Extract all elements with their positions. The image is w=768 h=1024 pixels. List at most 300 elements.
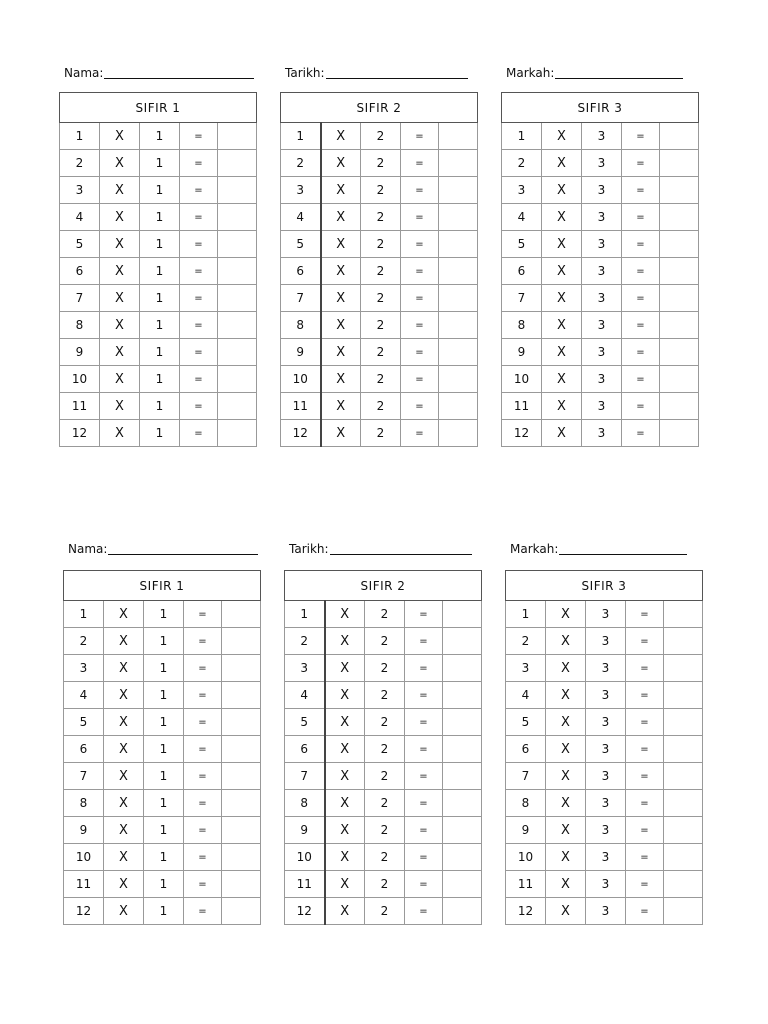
table-row: [60, 393, 257, 420]
answer-cell[interactable]: [439, 150, 478, 177]
equals-sign: =: [180, 204, 218, 231]
factor-cell: 3: [586, 709, 626, 736]
equals-sign: =: [622, 312, 660, 339]
multiplier-cell: 4: [506, 682, 546, 709]
answer-cell[interactable]: [660, 285, 699, 312]
table-row: [285, 844, 482, 871]
answer-cell[interactable]: [439, 123, 478, 150]
equals-sign: =: [180, 231, 218, 258]
multiplier-cell: 2: [285, 628, 325, 655]
markah-label: Markah:: [510, 542, 559, 556]
factor-cell: 2: [365, 898, 405, 925]
table-row: [506, 844, 703, 871]
answer-cell[interactable]: [218, 312, 257, 339]
multiplier-cell: 5: [64, 709, 104, 736]
equals-sign: =: [622, 339, 660, 366]
answer-cell[interactable]: [660, 366, 699, 393]
answer-cell[interactable]: [218, 339, 257, 366]
multiplier-cell: 4: [60, 204, 100, 231]
multiplier-cell: 3: [281, 177, 321, 204]
times-sign: X: [100, 393, 140, 420]
answer-cell[interactable]: [218, 231, 257, 258]
table-row: [502, 420, 699, 447]
times-sign: X: [325, 898, 365, 925]
times-sign: X: [104, 871, 144, 898]
table-row: [285, 736, 482, 763]
table-title: SIFIR 2: [285, 571, 482, 601]
multiplier-cell: 11: [64, 871, 104, 898]
answer-cell[interactable]: [222, 817, 261, 844]
table-row: [60, 231, 257, 258]
answer-cell[interactable]: [664, 871, 703, 898]
equals-sign: =: [622, 231, 660, 258]
table-row: [281, 420, 478, 447]
equals-sign: =: [622, 258, 660, 285]
equals-sign: =: [401, 231, 439, 258]
times-sign: X: [100, 123, 140, 150]
multiplier-cell: 11: [502, 393, 542, 420]
table-row: [64, 709, 261, 736]
factor-cell: 2: [361, 123, 401, 150]
table-row: [502, 150, 699, 177]
multiplier-cell: 12: [60, 420, 100, 447]
times-sign: X: [100, 285, 140, 312]
factor-cell: 1: [144, 763, 184, 790]
multiplier-cell: 3: [502, 177, 542, 204]
answer-cell[interactable]: [443, 601, 482, 628]
table-row: [506, 790, 703, 817]
tarikh-field: [289, 538, 472, 560]
answer-cell[interactable]: [439, 312, 478, 339]
multiplier-cell: 6: [281, 258, 321, 285]
times-sign: X: [104, 817, 144, 844]
multiplier-cell: 4: [281, 204, 321, 231]
factor-cell: 1: [144, 601, 184, 628]
table-row: [64, 655, 261, 682]
table-row: [64, 871, 261, 898]
sifir-1-table: [63, 570, 261, 925]
tarikh-blank-line: [326, 64, 468, 79]
equals-sign: =: [626, 898, 664, 925]
answer-cell[interactable]: [218, 420, 257, 447]
answer-cell[interactable]: [443, 628, 482, 655]
multiplier-cell: 2: [506, 628, 546, 655]
table-row: [281, 177, 478, 204]
answer-cell[interactable]: [222, 655, 261, 682]
times-sign: X: [542, 420, 582, 447]
times-sign: X: [325, 736, 365, 763]
multiplier-cell: 11: [506, 871, 546, 898]
equals-sign: =: [626, 763, 664, 790]
times-sign: X: [104, 736, 144, 763]
equals-sign: =: [622, 420, 660, 447]
factor-cell: 1: [140, 312, 180, 339]
equals-sign: =: [184, 844, 222, 871]
multiplier-cell: 6: [506, 736, 546, 763]
markah-blank-line: [559, 540, 687, 555]
equals-sign: =: [622, 393, 660, 420]
equals-sign: =: [401, 420, 439, 447]
table-row: [64, 790, 261, 817]
answer-cell[interactable]: [660, 420, 699, 447]
answer-cell[interactable]: [222, 898, 261, 925]
answer-cell[interactable]: [664, 736, 703, 763]
answer-cell[interactable]: [222, 736, 261, 763]
answer-cell[interactable]: [660, 123, 699, 150]
times-sign: X: [321, 231, 361, 258]
times-sign: X: [104, 790, 144, 817]
factor-cell: 1: [140, 258, 180, 285]
table-row: [281, 312, 478, 339]
multiplier-cell: 8: [281, 312, 321, 339]
factor-cell: 2: [361, 231, 401, 258]
nama-label: Nama:: [64, 66, 104, 80]
answer-cell[interactable]: [443, 763, 482, 790]
answer-cell[interactable]: [664, 709, 703, 736]
factor-cell: 2: [361, 150, 401, 177]
factor-cell: 2: [365, 628, 405, 655]
times-sign: X: [100, 177, 140, 204]
table-row: [506, 655, 703, 682]
nama-label: Nama:: [68, 542, 108, 556]
answer-cell[interactable]: [443, 655, 482, 682]
answer-cell[interactable]: [443, 898, 482, 925]
multiplier-cell: 8: [506, 790, 546, 817]
answer-cell[interactable]: [443, 736, 482, 763]
times-sign: X: [546, 709, 586, 736]
times-sign: X: [321, 393, 361, 420]
equals-sign: =: [184, 628, 222, 655]
tarikh-field: [285, 62, 468, 84]
equals-sign: =: [405, 682, 443, 709]
answer-cell[interactable]: [222, 844, 261, 871]
times-sign: X: [100, 231, 140, 258]
answer-cell[interactable]: [443, 871, 482, 898]
times-sign: X: [546, 682, 586, 709]
factor-cell: 3: [582, 231, 622, 258]
table-row: [60, 258, 257, 285]
table-row: [502, 123, 699, 150]
table-row: [60, 177, 257, 204]
multiplier-cell: 10: [281, 366, 321, 393]
factor-cell: 3: [586, 898, 626, 925]
multiplier-cell: 11: [285, 871, 325, 898]
answer-cell[interactable]: [664, 628, 703, 655]
table-row: [281, 285, 478, 312]
sifir-3-table: [501, 92, 699, 447]
times-sign: X: [542, 339, 582, 366]
answer-cell[interactable]: [443, 817, 482, 844]
answer-cell[interactable]: [222, 871, 261, 898]
table-row: [506, 601, 703, 628]
answer-cell[interactable]: [218, 393, 257, 420]
times-sign: X: [546, 898, 586, 925]
equals-sign: =: [401, 339, 439, 366]
answer-cell[interactable]: [443, 844, 482, 871]
answer-cell[interactable]: [660, 339, 699, 366]
multiplier-cell: 9: [281, 339, 321, 366]
equals-sign: =: [626, 655, 664, 682]
factor-cell: 1: [140, 204, 180, 231]
answer-cell[interactable]: [660, 312, 699, 339]
table-row: [502, 258, 699, 285]
multiplier-cell: 2: [502, 150, 542, 177]
times-sign: X: [325, 871, 365, 898]
answer-cell[interactable]: [218, 258, 257, 285]
factor-cell: 1: [140, 231, 180, 258]
answer-cell[interactable]: [439, 231, 478, 258]
equals-sign: =: [180, 393, 218, 420]
table-row: [281, 231, 478, 258]
multiplier-cell: 10: [502, 366, 542, 393]
factor-cell: 3: [586, 844, 626, 871]
times-sign: X: [104, 682, 144, 709]
table-row: [285, 655, 482, 682]
nama-field: [68, 538, 258, 560]
times-sign: X: [542, 366, 582, 393]
multiplier-cell: 1: [502, 123, 542, 150]
table-row: [506, 763, 703, 790]
equals-sign: =: [626, 817, 664, 844]
equals-sign: =: [405, 817, 443, 844]
answer-cell[interactable]: [664, 844, 703, 871]
answer-cell[interactable]: [443, 682, 482, 709]
table-row: [285, 817, 482, 844]
table-row: [281, 123, 478, 150]
equals-sign: =: [622, 177, 660, 204]
equals-sign: =: [184, 790, 222, 817]
multiplier-cell: 5: [506, 709, 546, 736]
equals-sign: =: [184, 601, 222, 628]
answer-cell[interactable]: [439, 339, 478, 366]
table-row: [506, 628, 703, 655]
tarikh-label: Tarikh:: [285, 66, 325, 80]
multiplier-cell: 3: [60, 177, 100, 204]
answer-cell[interactable]: [443, 709, 482, 736]
multiplier-cell: 2: [281, 150, 321, 177]
table-row: [502, 339, 699, 366]
answer-cell[interactable]: [443, 790, 482, 817]
multiplier-cell: 5: [285, 709, 325, 736]
answer-cell[interactable]: [222, 790, 261, 817]
table-row: [506, 898, 703, 925]
answer-cell[interactable]: [222, 601, 261, 628]
times-sign: X: [104, 655, 144, 682]
times-sign: X: [325, 817, 365, 844]
factor-cell: 3: [586, 790, 626, 817]
factor-cell: 1: [140, 177, 180, 204]
equals-sign: =: [405, 763, 443, 790]
times-sign: X: [104, 628, 144, 655]
equals-sign: =: [184, 898, 222, 925]
answer-cell[interactable]: [439, 393, 478, 420]
multiplier-cell: 10: [285, 844, 325, 871]
equals-sign: =: [401, 312, 439, 339]
multiplier-cell: 9: [506, 817, 546, 844]
multiplier-cell: 6: [64, 736, 104, 763]
table-row: [502, 312, 699, 339]
equals-sign: =: [622, 150, 660, 177]
answer-cell[interactable]: [218, 285, 257, 312]
table-row: [64, 601, 261, 628]
times-sign: X: [542, 204, 582, 231]
factor-cell: 3: [586, 763, 626, 790]
table-row: [285, 871, 482, 898]
answer-cell[interactable]: [664, 682, 703, 709]
times-sign: X: [546, 817, 586, 844]
times-sign: X: [325, 682, 365, 709]
equals-sign: =: [180, 366, 218, 393]
times-sign: X: [325, 709, 365, 736]
sifir-1-table: [59, 92, 257, 447]
factor-cell: 1: [144, 817, 184, 844]
multiplier-cell: 2: [64, 628, 104, 655]
times-sign: X: [325, 790, 365, 817]
answer-cell[interactable]: [218, 204, 257, 231]
factor-cell: 3: [586, 628, 626, 655]
times-sign: X: [321, 366, 361, 393]
factor-cell: 3: [582, 123, 622, 150]
table-row: [285, 763, 482, 790]
factor-cell: 2: [361, 204, 401, 231]
answer-cell[interactable]: [222, 682, 261, 709]
equals-sign: =: [184, 709, 222, 736]
multiplier-cell: 4: [285, 682, 325, 709]
factor-cell: 1: [144, 844, 184, 871]
times-sign: X: [542, 285, 582, 312]
times-sign: X: [542, 312, 582, 339]
multiplier-cell: 12: [281, 420, 321, 447]
times-sign: X: [100, 150, 140, 177]
markah-field: [510, 538, 687, 560]
answer-cell[interactable]: [439, 366, 478, 393]
table-row: [285, 898, 482, 925]
answer-cell[interactable]: [660, 204, 699, 231]
answer-cell[interactable]: [218, 150, 257, 177]
multiplier-cell: 3: [285, 655, 325, 682]
markah-label: Markah:: [506, 66, 555, 80]
multiplier-cell: 4: [64, 682, 104, 709]
table-row: [502, 177, 699, 204]
factor-cell: 3: [582, 177, 622, 204]
multiplier-cell: 8: [502, 312, 542, 339]
answer-cell[interactable]: [439, 258, 478, 285]
answer-cell[interactable]: [664, 817, 703, 844]
factor-cell: 2: [361, 420, 401, 447]
equals-sign: =: [405, 844, 443, 871]
answer-cell[interactable]: [660, 177, 699, 204]
multiplier-cell: 9: [64, 817, 104, 844]
answer-cell[interactable]: [439, 285, 478, 312]
multiplier-cell: 9: [285, 817, 325, 844]
answer-cell[interactable]: [222, 763, 261, 790]
table-row: [64, 682, 261, 709]
multiplier-cell: 12: [506, 898, 546, 925]
equals-sign: =: [626, 601, 664, 628]
answer-cell[interactable]: [664, 763, 703, 790]
table-row: [502, 393, 699, 420]
answer-cell[interactable]: [660, 393, 699, 420]
multiplier-cell: 5: [281, 231, 321, 258]
equals-sign: =: [180, 150, 218, 177]
equals-sign: =: [401, 150, 439, 177]
factor-cell: 2: [365, 871, 405, 898]
factor-cell: 2: [365, 709, 405, 736]
answer-cell[interactable]: [439, 204, 478, 231]
factor-cell: 2: [365, 844, 405, 871]
multiplier-cell: 2: [60, 150, 100, 177]
table-row: [502, 285, 699, 312]
equals-sign: =: [405, 655, 443, 682]
sifir-2-table: [280, 92, 478, 447]
table-row: [60, 285, 257, 312]
factor-cell: 3: [586, 655, 626, 682]
factor-cell: 3: [582, 204, 622, 231]
table-row: [60, 123, 257, 150]
table-title: SIFIR 2: [281, 93, 478, 123]
table-row: [281, 150, 478, 177]
table-row: [281, 393, 478, 420]
equals-sign: =: [180, 123, 218, 150]
table-row: [60, 312, 257, 339]
answer-cell[interactable]: [664, 898, 703, 925]
equals-sign: =: [401, 204, 439, 231]
table-row: [285, 682, 482, 709]
times-sign: X: [325, 844, 365, 871]
factor-cell: 3: [586, 601, 626, 628]
answer-cell[interactable]: [664, 790, 703, 817]
equals-sign: =: [626, 790, 664, 817]
answer-cell[interactable]: [664, 655, 703, 682]
sifir-3-table: [505, 570, 703, 925]
times-sign: X: [325, 628, 365, 655]
multiplier-cell: 3: [506, 655, 546, 682]
factor-cell: 3: [586, 871, 626, 898]
multiplier-cell: 1: [64, 601, 104, 628]
factor-cell: 1: [140, 420, 180, 447]
table-row: [506, 817, 703, 844]
factor-cell: 2: [365, 682, 405, 709]
times-sign: X: [321, 123, 361, 150]
factor-cell: 2: [361, 393, 401, 420]
factor-cell: 2: [365, 655, 405, 682]
answer-cell[interactable]: [218, 177, 257, 204]
multiplier-cell: 7: [60, 285, 100, 312]
answer-cell[interactable]: [660, 231, 699, 258]
answer-cell[interactable]: [439, 177, 478, 204]
multiplier-cell: 3: [64, 655, 104, 682]
times-sign: X: [321, 150, 361, 177]
answer-cell[interactable]: [222, 709, 261, 736]
answer-cell[interactable]: [660, 150, 699, 177]
factor-cell: 2: [365, 817, 405, 844]
answer-cell[interactable]: [218, 366, 257, 393]
answer-cell[interactable]: [664, 601, 703, 628]
multiplier-cell: 7: [281, 285, 321, 312]
answer-cell[interactable]: [439, 420, 478, 447]
factor-cell: 2: [361, 312, 401, 339]
times-sign: X: [325, 655, 365, 682]
answer-cell[interactable]: [218, 123, 257, 150]
table-row: [60, 150, 257, 177]
factor-cell: 1: [140, 123, 180, 150]
equals-sign: =: [184, 817, 222, 844]
multiplier-cell: 5: [502, 231, 542, 258]
answer-cell[interactable]: [660, 258, 699, 285]
answer-cell[interactable]: [222, 628, 261, 655]
equals-sign: =: [184, 871, 222, 898]
equals-sign: =: [184, 655, 222, 682]
